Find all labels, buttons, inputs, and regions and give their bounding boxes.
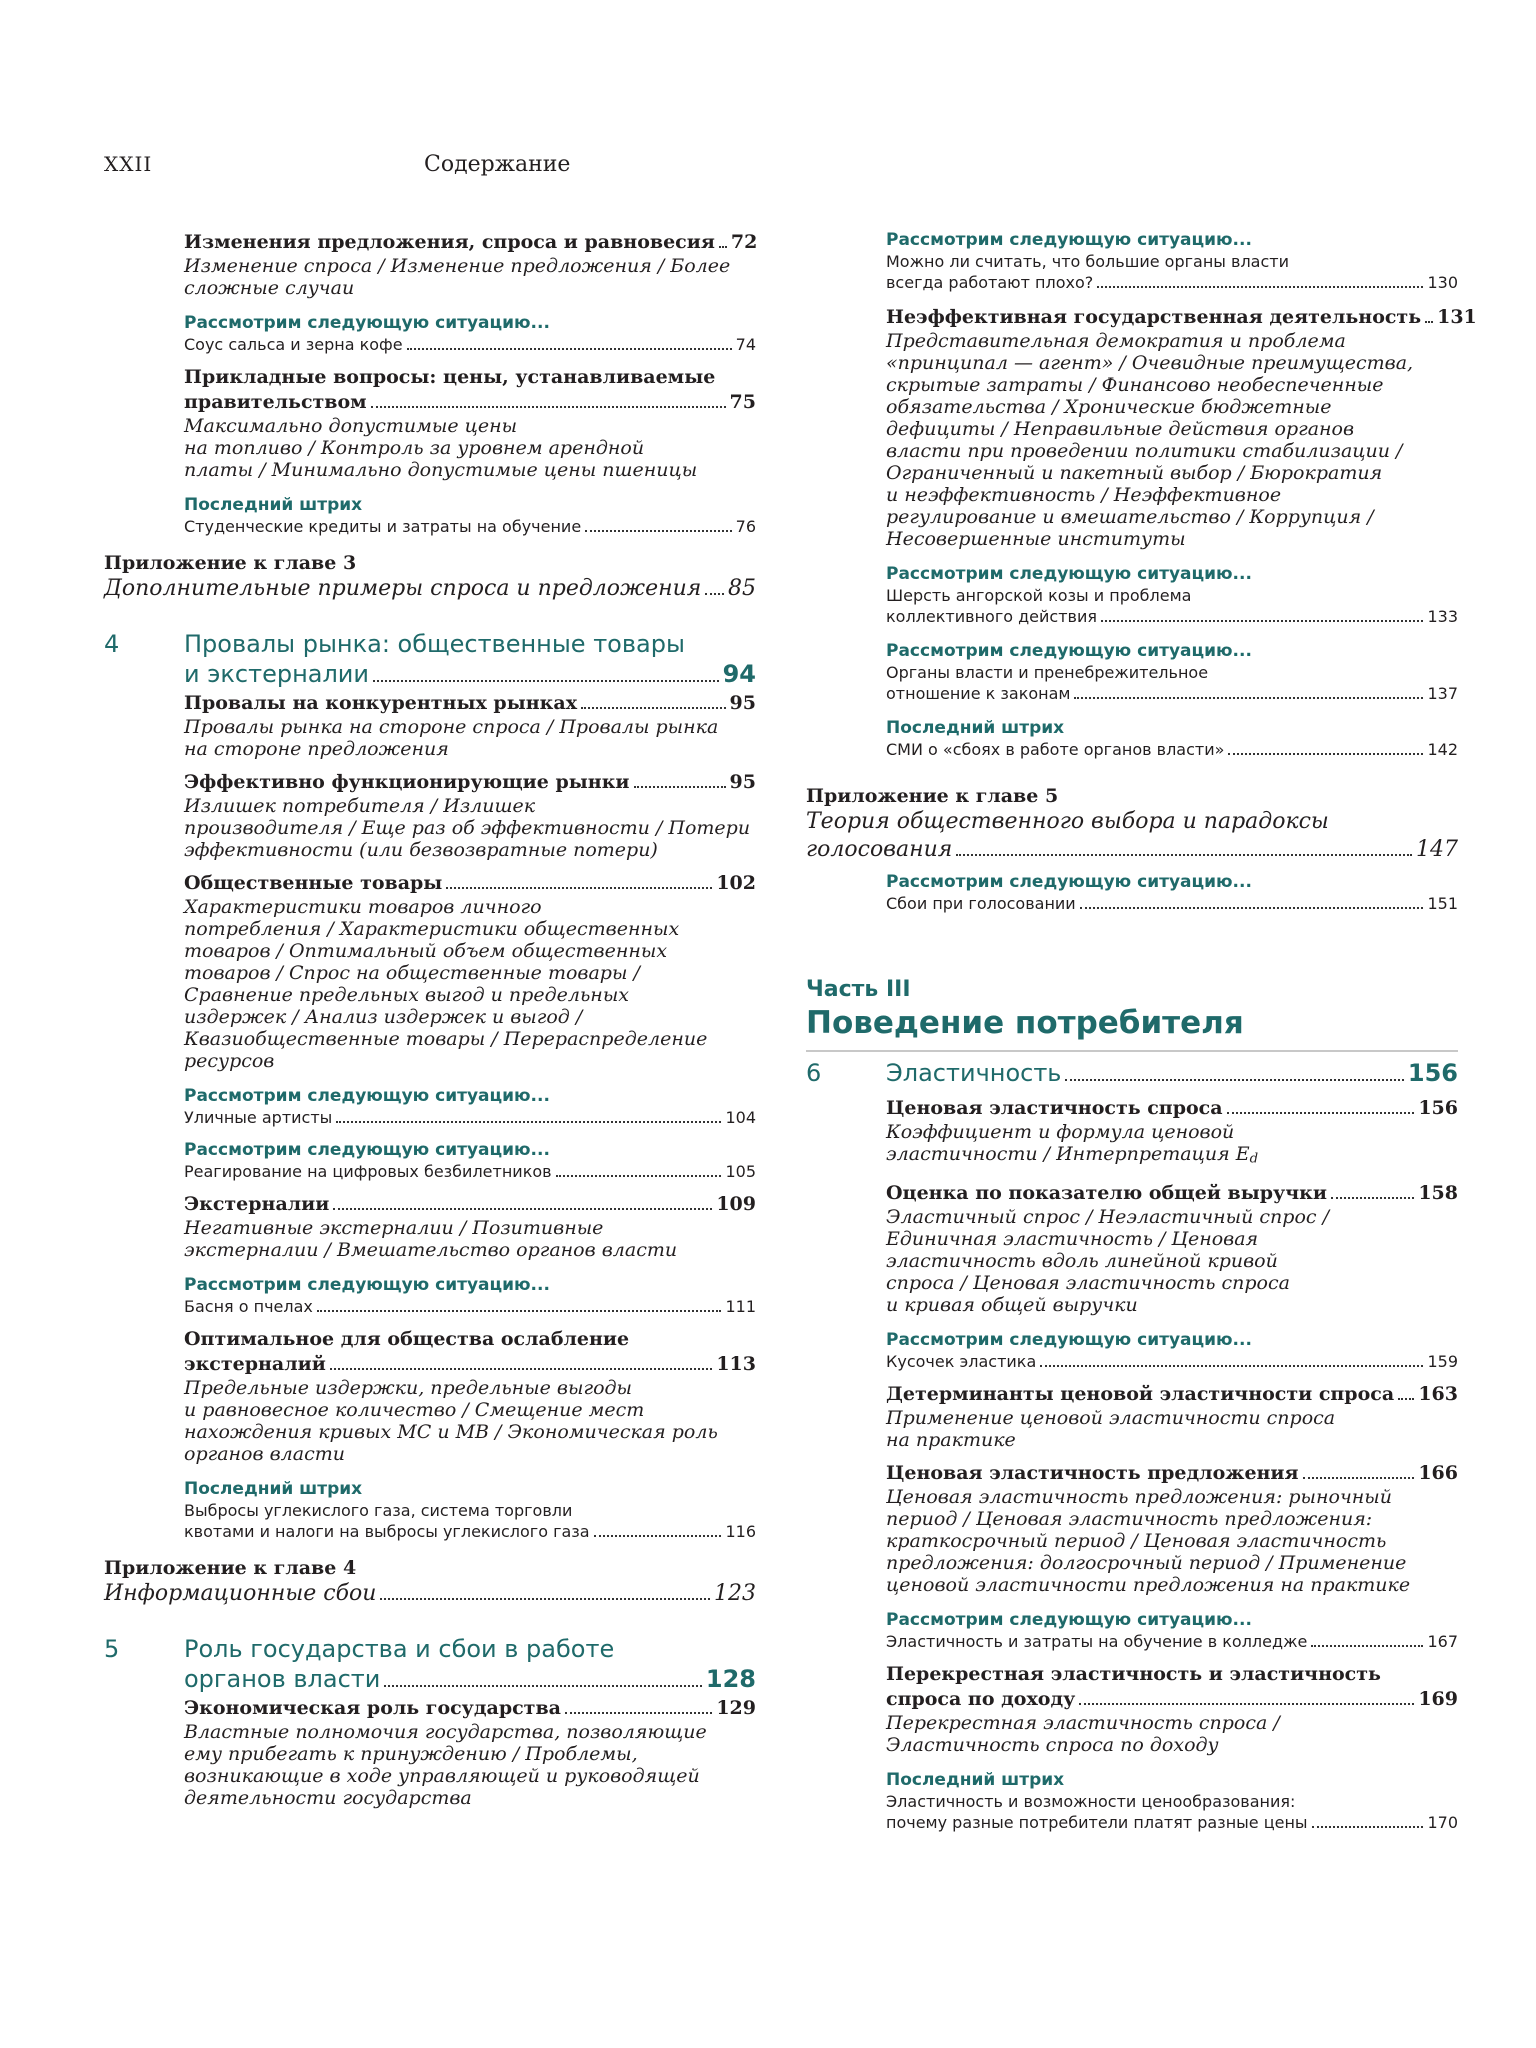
toc-entry[interactable] bbox=[184, 691, 756, 716]
leader-dots bbox=[581, 707, 726, 709]
section-topic: Характеристики товаров личного bbox=[184, 896, 542, 918]
toc-entry[interactable] bbox=[886, 1812, 1458, 1833]
case-title: Басня о пчелах bbox=[184, 1297, 313, 1316]
leader-dots bbox=[380, 1598, 710, 1600]
page-ref: 169 bbox=[1418, 1687, 1458, 1710]
case-title: Реагирование на цифровых безбилетников bbox=[184, 1162, 552, 1181]
toc-section bbox=[886, 1096, 1458, 1171]
toc-entry[interactable] bbox=[104, 575, 756, 603]
appendix-heading: Приложение к главе 3 bbox=[104, 552, 357, 574]
page-ref: 111 bbox=[725, 1297, 756, 1316]
part-label: Часть III bbox=[806, 977, 911, 1002]
final-touch-title: Студенческие кредиты и затраты на обучение bbox=[184, 517, 582, 536]
toc-entry[interactable] bbox=[886, 1351, 1458, 1372]
case-title: Соус сальса и зерна кофе bbox=[184, 335, 403, 354]
page-ref: 95 bbox=[729, 692, 756, 714]
case-heading: Рассмотрим следующую ситуацию... bbox=[184, 1086, 550, 1106]
section-topic: Эластичный спрос / Неэластичный спрос / bbox=[886, 1205, 1329, 1228]
case-study bbox=[886, 641, 1458, 704]
toc-section bbox=[184, 230, 756, 299]
case-study bbox=[886, 230, 1458, 293]
section-topic: нахождения кривых MC и MB / Экономическая роль bbox=[184, 1421, 718, 1443]
final-touch bbox=[886, 1770, 1458, 1833]
section-topic: обязательства / Хронические бюджетные bbox=[886, 396, 1332, 418]
right-column bbox=[806, 230, 1477, 1833]
leader-dots bbox=[585, 530, 731, 532]
page-ref: 170 bbox=[1427, 1812, 1458, 1832]
leader-dots bbox=[336, 1121, 721, 1123]
section-title: спроса по доходу bbox=[886, 1687, 1076, 1710]
case-study bbox=[886, 1330, 1458, 1372]
section-title: Изменения предложения, спроса и равновесия bbox=[184, 231, 715, 253]
section-topic: ему прибегать к принуждению / Проблемы, bbox=[184, 1743, 638, 1765]
subscript: d bbox=[1249, 1151, 1259, 1167]
chapter-title: Провалы рынка: общественные товары bbox=[184, 630, 685, 658]
page-ref: 156 bbox=[1407, 1059, 1458, 1087]
section-title: Ценовая эластичность спроса bbox=[886, 1097, 1223, 1119]
leader-dots bbox=[371, 406, 726, 408]
section-title: Перекрестная эластичность и эластичность bbox=[886, 1662, 1381, 1685]
case-title: отношение к законам bbox=[886, 684, 1071, 703]
case-title: Можно ли считать, что большие органы власти bbox=[886, 252, 1289, 271]
toc-entry[interactable] bbox=[886, 606, 1458, 627]
final-touch-title: Выбросы углекислого газа, система торговли bbox=[184, 1501, 573, 1520]
toc-section bbox=[184, 1696, 756, 1809]
appendix-heading: Приложение к главе 4 bbox=[104, 1557, 357, 1579]
final-touch-heading: Последний штрих bbox=[184, 495, 363, 515]
section-topic: производителя / Еще раз об эффективности / Потери bbox=[184, 817, 751, 839]
leader-dots bbox=[705, 593, 724, 595]
page-ref: 105 bbox=[725, 1162, 756, 1181]
page-ref: 75 bbox=[729, 391, 756, 413]
page-ref: 137 bbox=[1427, 684, 1458, 703]
page-ref: 130 bbox=[1427, 273, 1458, 292]
leader-dots bbox=[446, 887, 712, 889]
leader-dots bbox=[1080, 907, 1424, 909]
case-study bbox=[184, 1275, 756, 1317]
chapter-4 bbox=[104, 629, 756, 689]
appendix bbox=[104, 551, 756, 603]
case-title: Уличные артисты bbox=[184, 1108, 333, 1127]
toc-entry[interactable] bbox=[886, 739, 1458, 760]
section-topic: Коэффициент и формула ценовой bbox=[886, 1121, 1235, 1143]
section-topic: ценовой эластичности предложения на практике bbox=[886, 1573, 1411, 1596]
case-title: Шерсть ангорской козы и проблема bbox=[886, 586, 1192, 605]
section-topic: на стороне предложения bbox=[184, 738, 449, 760]
section-title: Детерминанты ценовой эластичности спроса bbox=[886, 1382, 1395, 1405]
leader-dots bbox=[556, 1175, 722, 1177]
toc-section bbox=[886, 1662, 1458, 1756]
leader-dots bbox=[594, 1535, 722, 1537]
leader-dots bbox=[1079, 1703, 1414, 1705]
section-title: Оценка по показателю общей выручки bbox=[886, 1181, 1327, 1204]
chapter-6 bbox=[806, 1058, 1458, 1088]
final-touch bbox=[184, 495, 756, 537]
leader-dots bbox=[1227, 1112, 1415, 1114]
page-ref: 129 bbox=[716, 1697, 756, 1719]
toc-entry[interactable] bbox=[184, 334, 756, 355]
section-topic: платы / Минимально допустимые цены пшеницы bbox=[184, 459, 698, 481]
section-topic: сложные случаи bbox=[184, 277, 355, 299]
page-ref: 104 bbox=[725, 1108, 756, 1127]
page-ref: 76 bbox=[735, 517, 756, 536]
divider bbox=[806, 1050, 1458, 1052]
final-touch-heading: Последний штрих bbox=[886, 1769, 1065, 1790]
running-title: Содержание bbox=[424, 152, 571, 177]
case-title: коллективного действия bbox=[886, 607, 1097, 626]
section-topic: предложения: долгосрочный период / Применение bbox=[886, 1551, 1407, 1574]
part-title: Поведение потребителя bbox=[806, 1005, 1244, 1041]
section-title: Общественные товары bbox=[184, 872, 443, 894]
page-ref: 123 bbox=[714, 1581, 756, 1606]
toc-entry[interactable] bbox=[184, 659, 756, 689]
section-topic: Властные полномочия государства, позволяющие bbox=[184, 1721, 707, 1743]
section-topic: на практике bbox=[886, 1428, 1016, 1451]
toc-entry[interactable] bbox=[886, 1631, 1458, 1652]
part-heading bbox=[806, 976, 1458, 1052]
toc-section bbox=[184, 770, 756, 861]
toc-section bbox=[184, 1327, 756, 1465]
section-topic: издержек / Анализ издержек и выгод / bbox=[184, 1006, 583, 1028]
toc-entry[interactable] bbox=[886, 305, 1477, 330]
page-ref: 163 bbox=[1418, 1382, 1458, 1405]
page-number: XXII bbox=[104, 152, 153, 176]
toc-entry[interactable] bbox=[184, 1107, 756, 1128]
final-touch bbox=[184, 1479, 756, 1542]
case-study bbox=[184, 313, 756, 355]
final-touch-title: Эластичность и возможности ценообразования: bbox=[886, 1791, 1296, 1811]
section-topic: Провалы рынка на стороне спроса / Провалы рынка bbox=[184, 716, 719, 738]
section-title: Провалы на конкурентных рынках bbox=[184, 692, 578, 714]
case-heading: Рассмотрим следующую ситуацию... bbox=[886, 872, 1252, 892]
section-title: Эффективно функционирующие рынки bbox=[184, 771, 630, 793]
chapter-title: Роль государства и сбои в работе bbox=[184, 1635, 615, 1663]
case-study bbox=[886, 564, 1458, 627]
page-ref: 113 bbox=[716, 1353, 756, 1375]
section-title: Неэффективная государственная деятельность bbox=[886, 306, 1422, 328]
toc-entry[interactable] bbox=[104, 1580, 756, 1608]
case-study bbox=[184, 1140, 756, 1182]
appendix-title: голосования bbox=[806, 837, 953, 862]
case-title: Эластичность и затраты на обучение в колледже bbox=[886, 1631, 1308, 1651]
page-ref: 156 bbox=[1418, 1097, 1458, 1119]
page-ref: 167 bbox=[1427, 1631, 1458, 1651]
leader-dots bbox=[1303, 1477, 1415, 1479]
page-ref: 142 bbox=[1427, 740, 1458, 759]
case-heading: Рассмотрим следующую ситуацию... bbox=[184, 313, 550, 333]
toc-entry[interactable] bbox=[184, 871, 756, 896]
left-column bbox=[104, 230, 756, 1809]
chapter-title: органов власти bbox=[184, 1665, 381, 1693]
section-topic: Единичная эластичность / Ценовая bbox=[886, 1227, 1259, 1250]
section-title: экстерналий bbox=[184, 1353, 326, 1375]
page-ref: 159 bbox=[1427, 1351, 1458, 1371]
page-ref: 95 bbox=[729, 771, 756, 793]
toc-section bbox=[886, 1382, 1458, 1451]
section-topic: Сравнение предельных выгод и предельных bbox=[184, 984, 630, 1006]
case-title: Органы власти и пренебрежительное bbox=[886, 663, 1209, 682]
section-topic: и кривая общей выручки bbox=[886, 1293, 1138, 1316]
case-title: всегда работают плохо? bbox=[886, 273, 1094, 292]
toc-section bbox=[184, 691, 756, 760]
final-touch-title: квотами и налоги на выбросы углекислого газа bbox=[184, 1522, 590, 1541]
page-ref: 116 bbox=[725, 1522, 756, 1541]
section-topic: Излишек потребителя / Излишек bbox=[184, 795, 536, 817]
appendix-title: Информационные сбои bbox=[104, 1581, 377, 1606]
section-topic: период / Ценовая эластичность предложения: bbox=[886, 1507, 1373, 1530]
toc-entry[interactable] bbox=[184, 390, 756, 415]
toc-entry[interactable] bbox=[184, 1296, 756, 1317]
toc-section bbox=[886, 1461, 1458, 1596]
toc-entry[interactable] bbox=[184, 1664, 756, 1694]
section-topic: Квазиобщественные товары / Перераспределение bbox=[184, 1028, 708, 1050]
section-title: Экономическая роль государства bbox=[184, 1697, 561, 1719]
section-topic: спроса / Ценовая эластичность спроса bbox=[886, 1271, 1290, 1294]
section-title: Ценовая эластичность предложения bbox=[886, 1461, 1299, 1484]
leader-dots bbox=[333, 1208, 712, 1210]
leader-dots bbox=[1097, 286, 1423, 288]
page-ref: 72 bbox=[730, 231, 758, 253]
section-title: Прикладные вопросы: цены, устанавливаемые bbox=[184, 366, 716, 388]
appendix-title: Теория общественного выбора и парадоксы bbox=[806, 809, 1329, 834]
section-topic: дефициты / Неправильные действия органов bbox=[886, 418, 1355, 440]
toc-section bbox=[184, 1192, 756, 1261]
toc-entry[interactable] bbox=[886, 1382, 1458, 1407]
leader-dots bbox=[1228, 753, 1423, 755]
section-topic: Ценовая эластичность предложения: рыночный bbox=[886, 1485, 1393, 1508]
chapter-number: 4 bbox=[104, 630, 120, 658]
leader-dots bbox=[1331, 1197, 1414, 1199]
toc-entry[interactable] bbox=[184, 1161, 756, 1182]
leader-dots bbox=[719, 246, 727, 248]
leader-dots bbox=[1074, 697, 1423, 699]
chapter-number: 6 bbox=[806, 1059, 822, 1087]
section-topic: регулирование и вмешательство / Коррупция / bbox=[886, 506, 1374, 528]
section-topic: на топливо / Контроль за уровнем арендной bbox=[184, 437, 645, 459]
chapter-title: Эластичность bbox=[886, 1059, 1062, 1087]
case-heading: Рассмотрим следующую ситуацию... bbox=[886, 564, 1252, 584]
section-topic: Изменение спроса / Изменение предложения / Более bbox=[184, 255, 731, 277]
final-touch-heading: Последний штрих bbox=[886, 718, 1065, 738]
toc-entry[interactable] bbox=[886, 1461, 1458, 1486]
page-ref: 147 bbox=[1416, 837, 1458, 862]
chapter-5 bbox=[104, 1634, 756, 1694]
final-touch bbox=[886, 718, 1458, 760]
final-touch-title: почему разные потребители платят разные цены bbox=[886, 1812, 1308, 1832]
section-topic: возникающие в ходе управляющей и руководящей bbox=[184, 1765, 700, 1787]
section-title: Экстерналии bbox=[184, 1193, 330, 1215]
toc-entry[interactable] bbox=[184, 770, 756, 795]
case-heading: Рассмотрим следующую ситуацию... bbox=[886, 641, 1252, 661]
leader-dots bbox=[1425, 321, 1433, 323]
leader-dots bbox=[1065, 1079, 1403, 1081]
page-ref: 158 bbox=[1418, 1181, 1458, 1204]
case-heading: Рассмотрим следующую ситуацию... bbox=[184, 1140, 550, 1160]
case-study bbox=[886, 872, 1458, 914]
case-heading: Рассмотрим следующую ситуацию... bbox=[886, 1609, 1252, 1630]
case-title: Сбои при голосовании bbox=[886, 894, 1076, 913]
leader-dots bbox=[1311, 1645, 1423, 1647]
section-topic: Ограниченный и пакетный выбор / Бюрократия bbox=[886, 462, 1383, 484]
page-ref: 131 bbox=[1437, 306, 1477, 328]
leader-dots bbox=[407, 348, 732, 350]
section-topic: товаров / Спрос на общественные товары / bbox=[184, 962, 640, 984]
section-topic: эластичность вдоль линейной кривой bbox=[886, 1249, 1278, 1272]
toc-entry[interactable] bbox=[886, 1687, 1458, 1712]
section-topic: и равновесное количество / Смещение мест bbox=[184, 1399, 645, 1421]
section-topic: и неэффективность / Неэффективное bbox=[886, 484, 1282, 506]
appendix-heading: Приложение к главе 5 bbox=[806, 785, 1059, 807]
section-topic: Несовершенные институты bbox=[886, 528, 1186, 550]
toc-entry[interactable] bbox=[886, 1058, 1458, 1088]
toc-entry[interactable] bbox=[184, 1696, 756, 1721]
page-ref: 133 bbox=[1427, 607, 1458, 626]
leader-dots bbox=[565, 1712, 712, 1714]
section-topic: скрытые затраты / Финансово необеспеченные bbox=[886, 374, 1384, 396]
leader-dots bbox=[317, 1310, 722, 1312]
page-header bbox=[104, 152, 704, 182]
page-ref: 128 bbox=[705, 1665, 756, 1693]
page-ref: 109 bbox=[716, 1193, 756, 1215]
case-heading: Рассмотрим следующую ситуацию... bbox=[886, 230, 1252, 250]
leader-dots bbox=[373, 680, 719, 682]
appendix bbox=[806, 784, 1458, 864]
section-topic-text: эластичности / Интерпретация E bbox=[886, 1143, 1250, 1165]
page-ref: 166 bbox=[1418, 1461, 1458, 1484]
toc-entry[interactable] bbox=[886, 1181, 1458, 1206]
section-topic: Перекрестная эластичность спроса / bbox=[886, 1711, 1280, 1734]
toc-entry[interactable] bbox=[184, 1192, 756, 1217]
leader-dots bbox=[1312, 1826, 1424, 1828]
page-ref: 102 bbox=[716, 872, 756, 894]
toc-entry[interactable] bbox=[184, 230, 756, 255]
section-topic: эффективности (или безвозвратные потери) bbox=[184, 839, 658, 861]
case-heading: Рассмотрим следующую ситуацию... bbox=[184, 1275, 550, 1295]
toc-entry[interactable] bbox=[184, 1521, 756, 1542]
toc-entry[interactable] bbox=[886, 272, 1458, 293]
toc-entry[interactable] bbox=[886, 1096, 1458, 1121]
section-topic: деятельности государства bbox=[184, 1787, 472, 1809]
toc-entry[interactable] bbox=[806, 836, 1458, 864]
leader-dots bbox=[634, 786, 726, 788]
section-topic bbox=[886, 1143, 1458, 1171]
section-topic: ресурсов bbox=[184, 1050, 275, 1072]
section-topic: власти при проведении политики стабилизации / bbox=[886, 440, 1403, 462]
section-topic: Эластичность спроса по доходу bbox=[886, 1733, 1219, 1756]
toc-entry[interactable] bbox=[886, 893, 1458, 914]
leader-dots bbox=[1398, 1398, 1414, 1400]
final-touch-heading: Последний штрих bbox=[184, 1479, 363, 1499]
toc-section bbox=[886, 1181, 1458, 1316]
section-title: правительством bbox=[184, 391, 367, 413]
page-ref: 94 bbox=[722, 660, 756, 688]
section-topic: органов власти bbox=[184, 1443, 345, 1465]
leader-dots bbox=[1101, 620, 1423, 622]
case-title: Кусочек эластика bbox=[886, 1351, 1037, 1371]
final-touch-title: СМИ о «сбоях в работе органов власти» bbox=[886, 740, 1225, 759]
section-topic: потребления / Характеристики общественных bbox=[184, 918, 680, 940]
section-topic: Представительная демократия и проблема bbox=[886, 330, 1346, 352]
page-ref: 74 bbox=[735, 335, 756, 354]
page-ref: 151 bbox=[1427, 894, 1458, 913]
section-title: Оптимальное для общества ослабление bbox=[184, 1328, 630, 1350]
leader-dots bbox=[1040, 1365, 1423, 1367]
leader-dots bbox=[956, 854, 1412, 856]
section-topic: экстерналии / Вмешательство органов власти bbox=[184, 1239, 678, 1261]
toc-entry[interactable] bbox=[184, 516, 756, 537]
case-study bbox=[886, 1610, 1458, 1652]
toc-section bbox=[886, 305, 1477, 550]
toc-section bbox=[184, 871, 756, 1072]
section-topic: Предельные издержки, предельные выгоды bbox=[184, 1377, 633, 1399]
section-topic: Максимально допустимые цены bbox=[184, 415, 518, 437]
case-heading: Рассмотрим следующую ситуацию... bbox=[886, 1329, 1252, 1350]
page-ref: 85 bbox=[728, 576, 756, 601]
chapter-number: 5 bbox=[104, 1635, 120, 1663]
section-topic: Применение ценовой эластичности спроса bbox=[886, 1406, 1336, 1429]
section-topic: Негативные экстерналии / Позитивные bbox=[184, 1217, 604, 1239]
leader-dots bbox=[330, 1368, 713, 1370]
chapter-title: и экстерналии bbox=[184, 660, 370, 688]
case-study bbox=[184, 1086, 756, 1128]
toc-entry[interactable] bbox=[886, 683, 1458, 704]
appendix-title: Дополнительные примеры спроса и предложения bbox=[104, 576, 702, 601]
section-topic: краткосрочный период / Ценовая эластичность bbox=[886, 1529, 1387, 1552]
toc-section bbox=[184, 365, 756, 481]
toc-entry[interactable] bbox=[184, 1352, 756, 1377]
section-topic: товаров / Оптимальный объем общественных bbox=[184, 940, 668, 962]
appendix bbox=[104, 1556, 756, 1608]
leader-dots bbox=[384, 1685, 702, 1687]
section-topic: «принципал — агент» / Очевидные преимущества, bbox=[886, 352, 1414, 374]
